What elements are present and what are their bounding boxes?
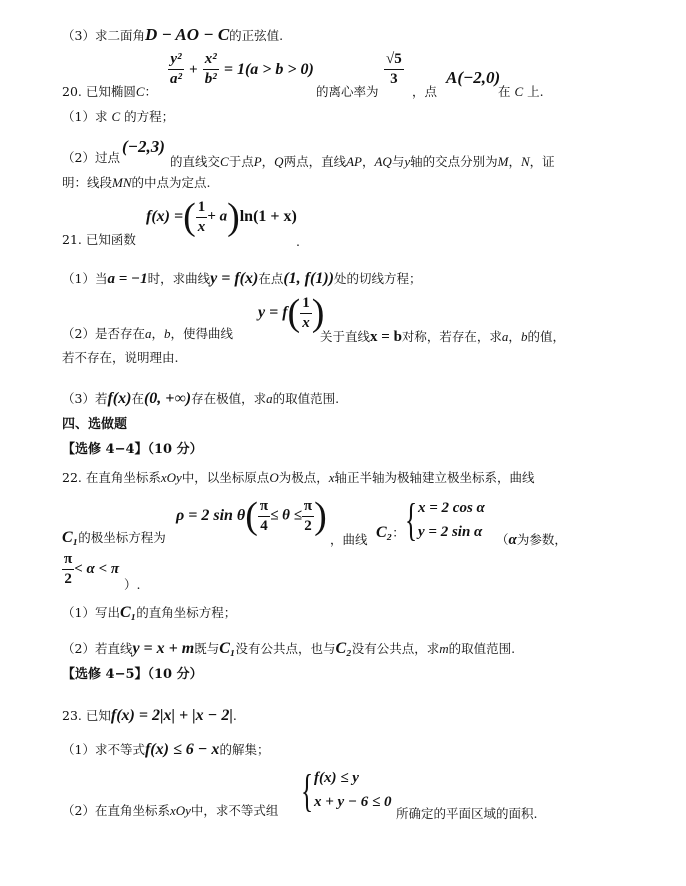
ineq-1: f(x) ≤ y [314, 770, 359, 786]
section-title: 四、选做题 [62, 417, 128, 432]
q21-curve-f-1-over-x: y = f( $\frac{1}{x}$ ) [258, 292, 325, 334]
inequality-system-brace: { [300, 765, 314, 816]
alpha-range: $\frac{\pi}{2}$ < α < π [64, 551, 120, 587]
q22-line1: 22. 在直角坐标系xOy中，以坐标原点O为极点，x轴正半轴为极轴建立极坐标系，曲线 [62, 470, 535, 485]
param-eq-y: y = 2 sin α [418, 524, 483, 540]
elective-4-4-heading: 【选修 4−4】（10 分） [62, 442, 203, 457]
q23-part2: （2）在直角坐标系xOy中，求不等式组 [62, 803, 279, 818]
q20-part2-line2: 明：线段MN的中点为定点. [62, 175, 211, 190]
polar-equation: ρ = 2 sin θ( $\frac{\pi}{4}$ ≤ θ ≤ $\frac{\pi}{2}$ ) [176, 495, 327, 537]
q23-line1: 23. 已知f(x) = 2|x| + |x − 2|. [62, 707, 237, 724]
q19-part3: （3）求二面角D − AO − C的正弦值. [62, 25, 284, 44]
q20-part2-label: （2）过点 [62, 150, 120, 165]
q22-part1: （1）写出C₁的直角坐标方程； [62, 604, 237, 621]
dihedral-angle-expr: D − AO − C [144, 25, 230, 44]
ellipse-equation: $\frac{\text{y²}}{\text{a²}}$ + $\frac{\text{x²}}{\text{b²}}$ = 1(a > b > 0) [170, 51, 314, 87]
q21-label: 21. 已知函数 [62, 232, 136, 247]
q21-part1: （1）当a = −1时，求曲线y = f(x)在点(1, f(1))处的切线方程； [62, 270, 422, 287]
elective-4-5-heading: 【选修 4−5】（10 分） [62, 667, 203, 682]
point-A: A(−2,0) [446, 68, 501, 87]
q22-part2: （2）若直线y = x + m既与C₁没有公共点，也与C₂没有公共点，求m的取值范围. [62, 640, 516, 657]
system-brace: { [404, 494, 418, 545]
q22-line2-label: C₁的极坐标方程为 [62, 529, 166, 546]
param-eq-x: x = 2 cos α [418, 500, 485, 516]
q21-part2: （2）是否存在a，b，使得曲线 [62, 326, 233, 341]
q23-part1: （1）求不等式f(x) ≤ 6 − x的解集； [62, 741, 270, 758]
q21-part3: （3）若f(x)在(0, +∞)存在极值，求a的取值范围. [62, 390, 340, 407]
q20-part2-text: 的直线交C于点P，Q两点，直线AP，AQ与y轴的交点分别为M，N，证 [170, 154, 555, 169]
q21-function: f(x) =( $\frac{1}{x}$ + a)ln(1 + x) [146, 196, 297, 238]
point-neg2-3: (−2,3) [122, 137, 165, 156]
curve-C2: C₂： [376, 524, 405, 541]
eccentricity-text: 的离心率为 [316, 84, 379, 99]
q21-part2-line2: 若不存在，说明理由. [62, 350, 179, 365]
ineq-2: x + y − 6 ≤ 0 [314, 794, 392, 810]
q20-label: 20. 已知椭圆C： [62, 84, 158, 99]
eccentricity-value: $\frac{√5}{3}$ [386, 51, 402, 87]
q20-part1: （1）求 C 的方程； [62, 109, 175, 124]
